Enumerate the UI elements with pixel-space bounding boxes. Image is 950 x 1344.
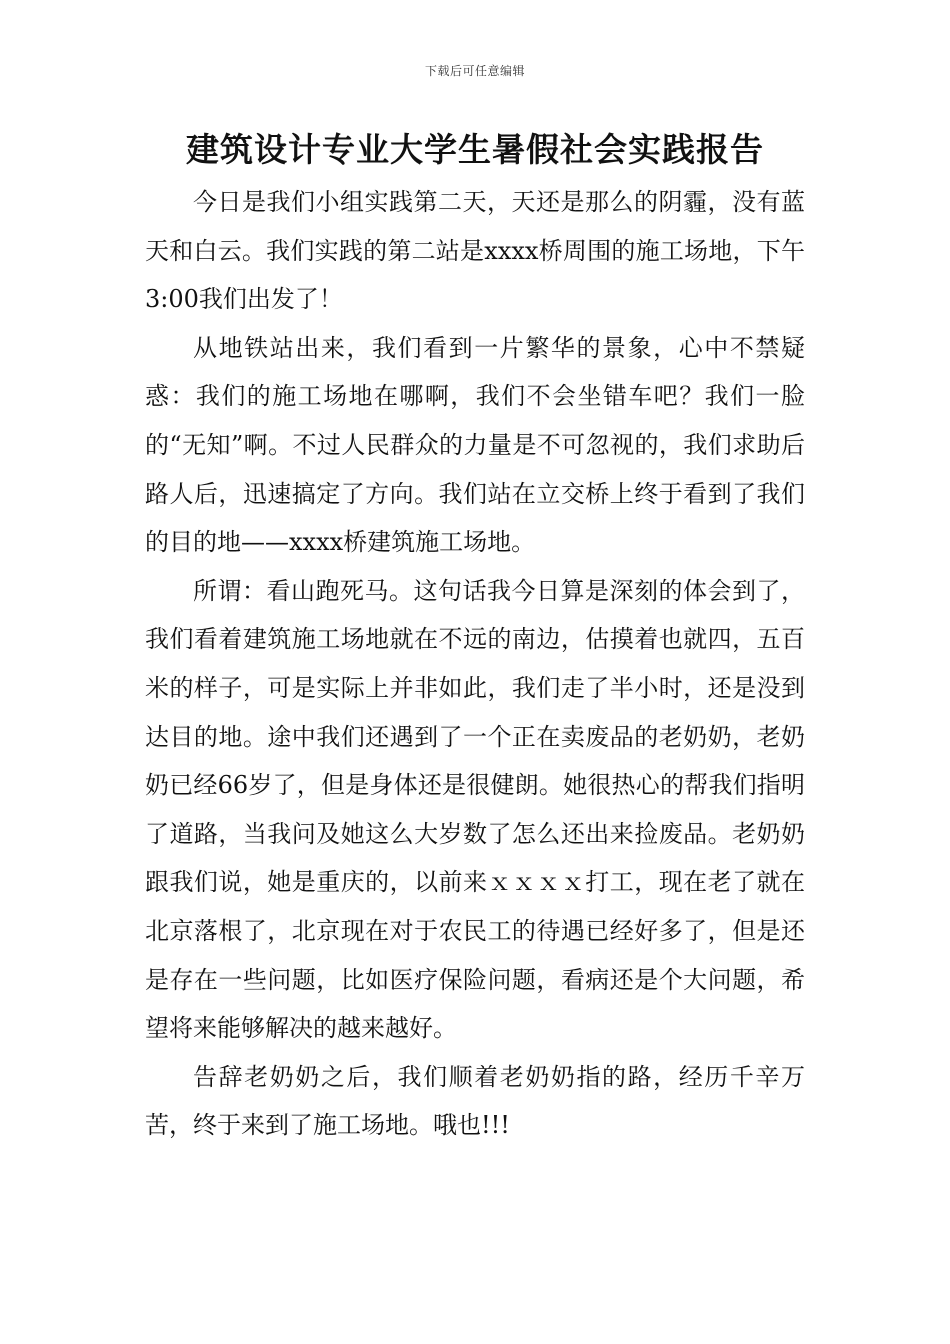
header-note: 下载后可任意编辑 — [424, 64, 525, 78]
paragraph-2: 从地铁站出来，我们看到一片繁华的景象，心中不禁疑惑：我们的施工场地在哪啊，我们不会坐错车吧？我们一脸的“无知”啊。不过人民群众的力量是不可忽视的，我们求助后路人后，迅速搞定了方向。我们站在立交桥上终于看到了我们的目的地——xxxx桥建筑施工场地。 — [145, 333, 805, 557]
paragraph-4: 告辞老奶奶之后，我们顺着老奶奶指的路，经历千辛万苦，终于来到了施工场地。哦也!!! — [145, 1062, 805, 1140]
document-body — [145, 178, 805, 1150]
paragraph-3: 所谓：看山跑死马。这句话我今日算是深刻的体会到了，我们看着建筑施工场地就在不远的南边，估摸着也就四，五百米的样子，可是实际上并非如此，我们走了半小时，还是没到达目的地。途中我们还遇到了一个正在卖废品的老奶奶，老奶奶已经66岁了，但是身体还是很健朗。她很热心的帮我们指明了道路，当我问及她这么大岁数了怎么还出来捡废品。老奶奶跟我们说，她是重庆的，以前来ｘｘｘｘ打工，现在老了就在北京落根了，北京现在对于农民工的待遇已经好多了，但是还是存在一些问题，比如医疗保险问题，看病还是个大问题，希望将来能够解决的越来越好。 — [145, 576, 805, 1043]
page-title: 建筑设计专业大学生暑假社会实践报告 — [186, 130, 764, 169]
paragraph-1: 今日是我们小组实践第二天，天还是那么的阴霾，没有蓝天和白云。我们实践的第二站是xxxx桥周围的施工场地，下午3:00我们出发了！ — [145, 188, 805, 314]
